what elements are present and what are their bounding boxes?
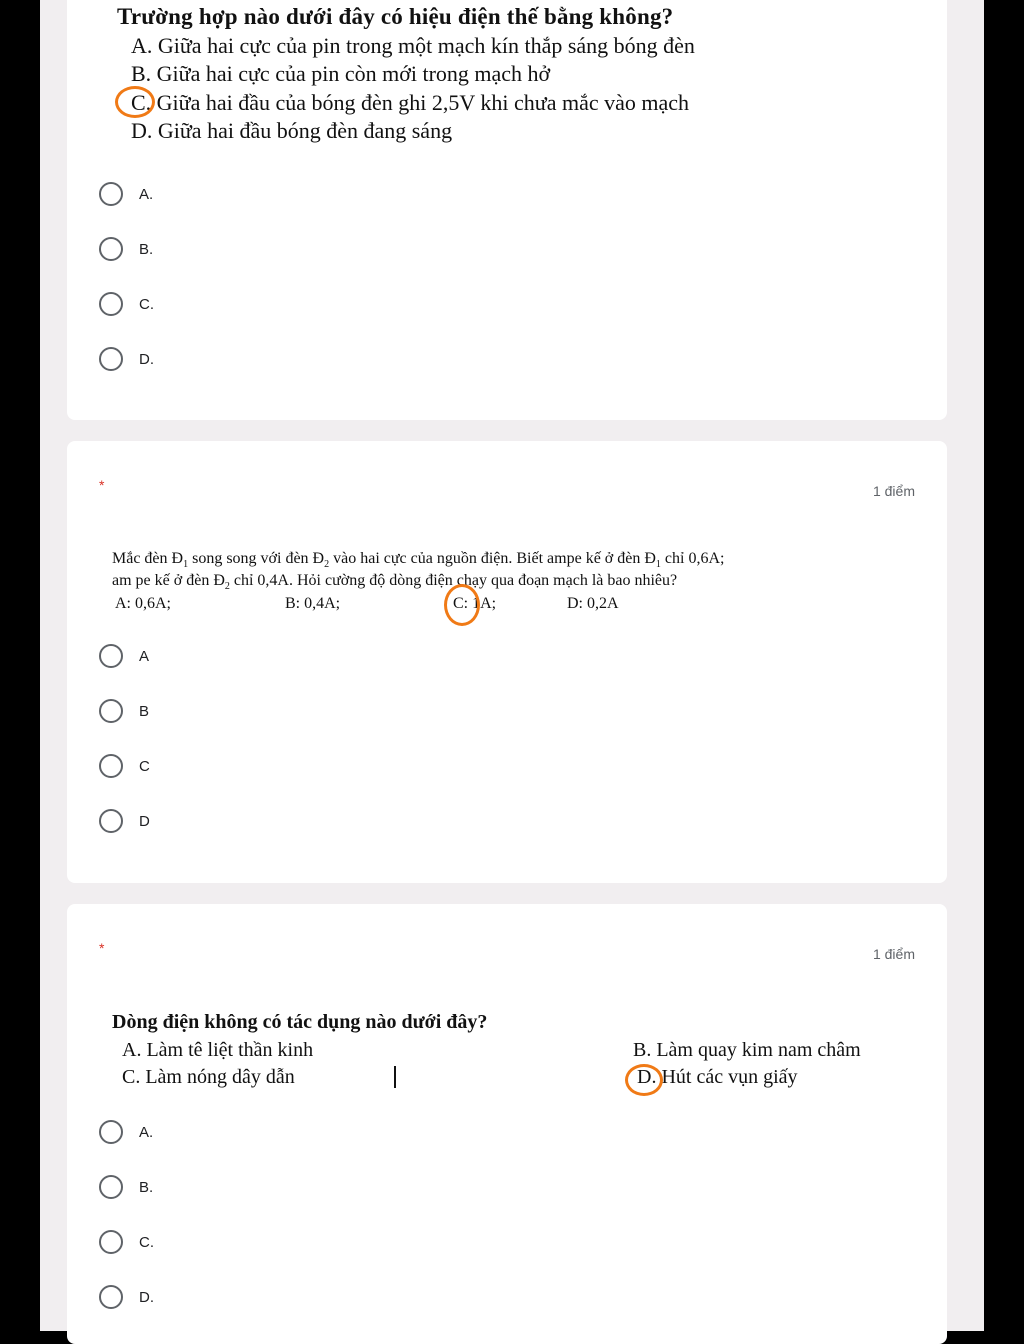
option-label: B. [139,240,154,258]
option-label: B. [139,1178,154,1196]
radio-option-d[interactable] [99,342,154,376]
radio-circle-icon[interactable] [99,1120,123,1144]
form-background [40,0,984,1331]
question-card-3 [67,904,947,1344]
question-2-image [67,546,947,626]
radio-option-a[interactable] [99,639,149,673]
answer-circle-mark [625,1064,663,1096]
question-2-choice-b: B: 0,4A; [285,595,341,612]
radio-option-d[interactable] [99,804,150,838]
radio-circle-icon[interactable] [99,809,123,833]
radio-option-c[interactable] [99,1225,154,1259]
option-label: A [139,647,150,665]
option-label: D [139,812,150,830]
required-asterisk: * [99,940,105,956]
radio-option-c[interactable] [99,749,150,783]
required-asterisk: * [99,477,105,493]
question-2-choice-c: C: 1A; [453,595,497,612]
question-2-choice-d: D: 0,2A [567,595,619,612]
option-label: C. [139,1233,154,1251]
question-2-line-2: am pe kế ở đèn $Đ_2$ chỉ 0,4A. Hỏi cường độ dòng điện chạy qua đoạn mạch là bao nhiêu? [112,572,678,593]
option-label: C. [139,295,154,313]
radio-circle-icon[interactable] [99,1285,123,1309]
answer-circle-mark [444,584,480,626]
radio-option-a[interactable] [99,177,153,211]
question-1-choice-b: B. Giữa hai cực của pin còn mới trong mạch hở [131,61,551,86]
question-3-title: Dòng điện không có tác dụng nào dưới đây? [112,1011,488,1033]
radio-circle-icon[interactable] [99,1175,123,1199]
radio-option-b[interactable] [99,694,149,728]
radio-circle-icon[interactable] [99,237,123,261]
question-3-choice-b: B. Làm quay kim nam châm [633,1039,861,1061]
option-label: C [139,757,150,775]
question-card-1 [67,0,947,420]
option-label: A. [139,1123,154,1141]
radio-option-c[interactable] [99,287,154,321]
points-label: 1 điểm [872,946,915,962]
question-2-line-1: Mắc đèn $Đ_1$ song song với đèn $Đ_2$ vào hai cực của nguồn điện. Biết ampe kế ở đèn $Đ_1$ chỉ 0,6A; [112,550,725,571]
radio-circle-icon[interactable] [99,347,123,371]
radio-option-a[interactable] [99,1115,153,1149]
question-1-choice-c: C. Giữa hai đầu của bóng đèn ghi 2,5V khi chưa mắc vào mạch [131,90,690,115]
option-label: A. [139,185,154,203]
question-card-2 [67,441,947,883]
question-2-choice-a: A: 0,6A; [115,595,171,612]
option-label: D. [139,1288,154,1306]
option-label: B [139,702,150,720]
radio-option-d[interactable] [99,1280,154,1314]
answer-circle-mark [115,86,155,118]
radio-option-b[interactable] [99,232,153,266]
text-cursor [394,1066,396,1088]
radio-circle-icon[interactable] [99,1230,123,1254]
radio-circle-icon[interactable] [99,644,123,668]
question-1-choice-d: D. Giữa hai đầu bóng đèn đang sáng [131,118,453,143]
radio-circle-icon[interactable] [99,182,123,206]
radio-option-b[interactable] [99,1170,153,1204]
question-1-title: Trường hợp nào dưới đây có hiệu điện thế bằng không? [117,4,674,29]
radio-circle-icon[interactable] [99,699,123,723]
question-3-choice-d: D. Hút các vụn giấy [637,1066,798,1088]
points-label: 1 điểm [872,483,915,499]
radio-circle-icon[interactable] [99,292,123,316]
question-3-choice-a: A. Làm tê liệt thần kinh [122,1039,314,1061]
option-label: D. [139,350,154,368]
radio-circle-icon[interactable] [99,754,123,778]
question-1-image [67,0,947,143]
question-3-choice-c: C. Làm nóng dây dẫn [122,1066,295,1088]
question-3-image [67,1009,947,1099]
question-1-choice-a: A. Giữa hai cực của pin trong một mạch kín thắp sáng bóng đèn [131,33,695,58]
